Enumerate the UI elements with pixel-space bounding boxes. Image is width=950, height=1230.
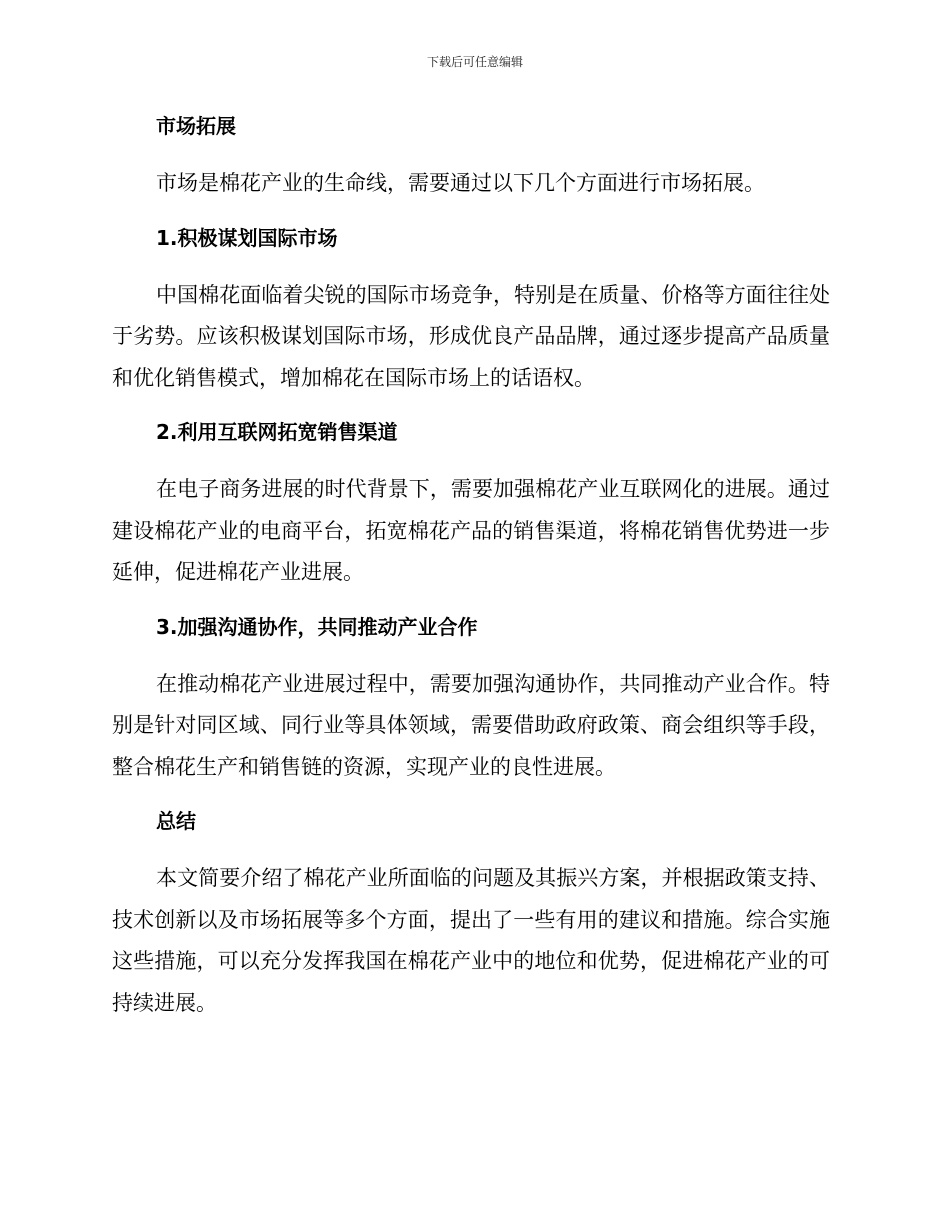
document-body xyxy=(112,111,830,1024)
section-heading-international-market: 1.积极谋划国际市场 xyxy=(156,225,338,250)
paragraph-cooperation: 在推动棉花产业进展过程中，需要加强沟通协作，共同推动产业合作。特别是针对同区域、同行业等具体领域，需要借助政府政策、商会组织等手段，整合棉花生产和销售链的资源，实现产业的良性进展。 xyxy=(112,671,830,779)
section-heading-internet-sales: 2.利用互联网拓宽销售渠道 xyxy=(156,420,398,444)
paragraph-summary: 本文简要介绍了棉花产业所面临的问题及其振兴方案，并根据政策支持、技术创新以及市场拓展等多个方面，提出了一些有用的建议和措施。综合实施这些措施，可以充分发挥我国在棉花产业中的地位和优势，促进棉花产业的可持续进展。 xyxy=(112,866,830,1015)
page-header: 下载后可任意编辑 xyxy=(426,55,523,69)
section-heading-cooperation: 3.加强沟通协作，共同推动产业合作 xyxy=(156,614,478,639)
section-heading-market: 市场拓展 xyxy=(156,114,236,138)
paragraph-market-intro: 市场是棉花产业的生命线，需要通过以下几个方面进行市场拓展。 xyxy=(156,171,765,195)
paragraph-internet-sales: 在电子商务进展的时代背景下，需要加强棉花产业互联网化的进展。通过建设棉花产业的电商平台，拓宽棉花产品的销售渠道，将棉花销售优势进一步延伸，促进棉花产业进展。 xyxy=(112,477,830,584)
paragraph-international-market: 中国棉花面临着尖锐的国际市场竞争，特别是在质量、价格等方面往往处于劣势。应该积极谋划国际市场，形成优良产品品牌，通过逐步提高产品质量和优化销售模式，增加棉花在国际市场上的话语权。 xyxy=(112,282,830,390)
section-heading-summary: 总结 xyxy=(156,809,196,833)
